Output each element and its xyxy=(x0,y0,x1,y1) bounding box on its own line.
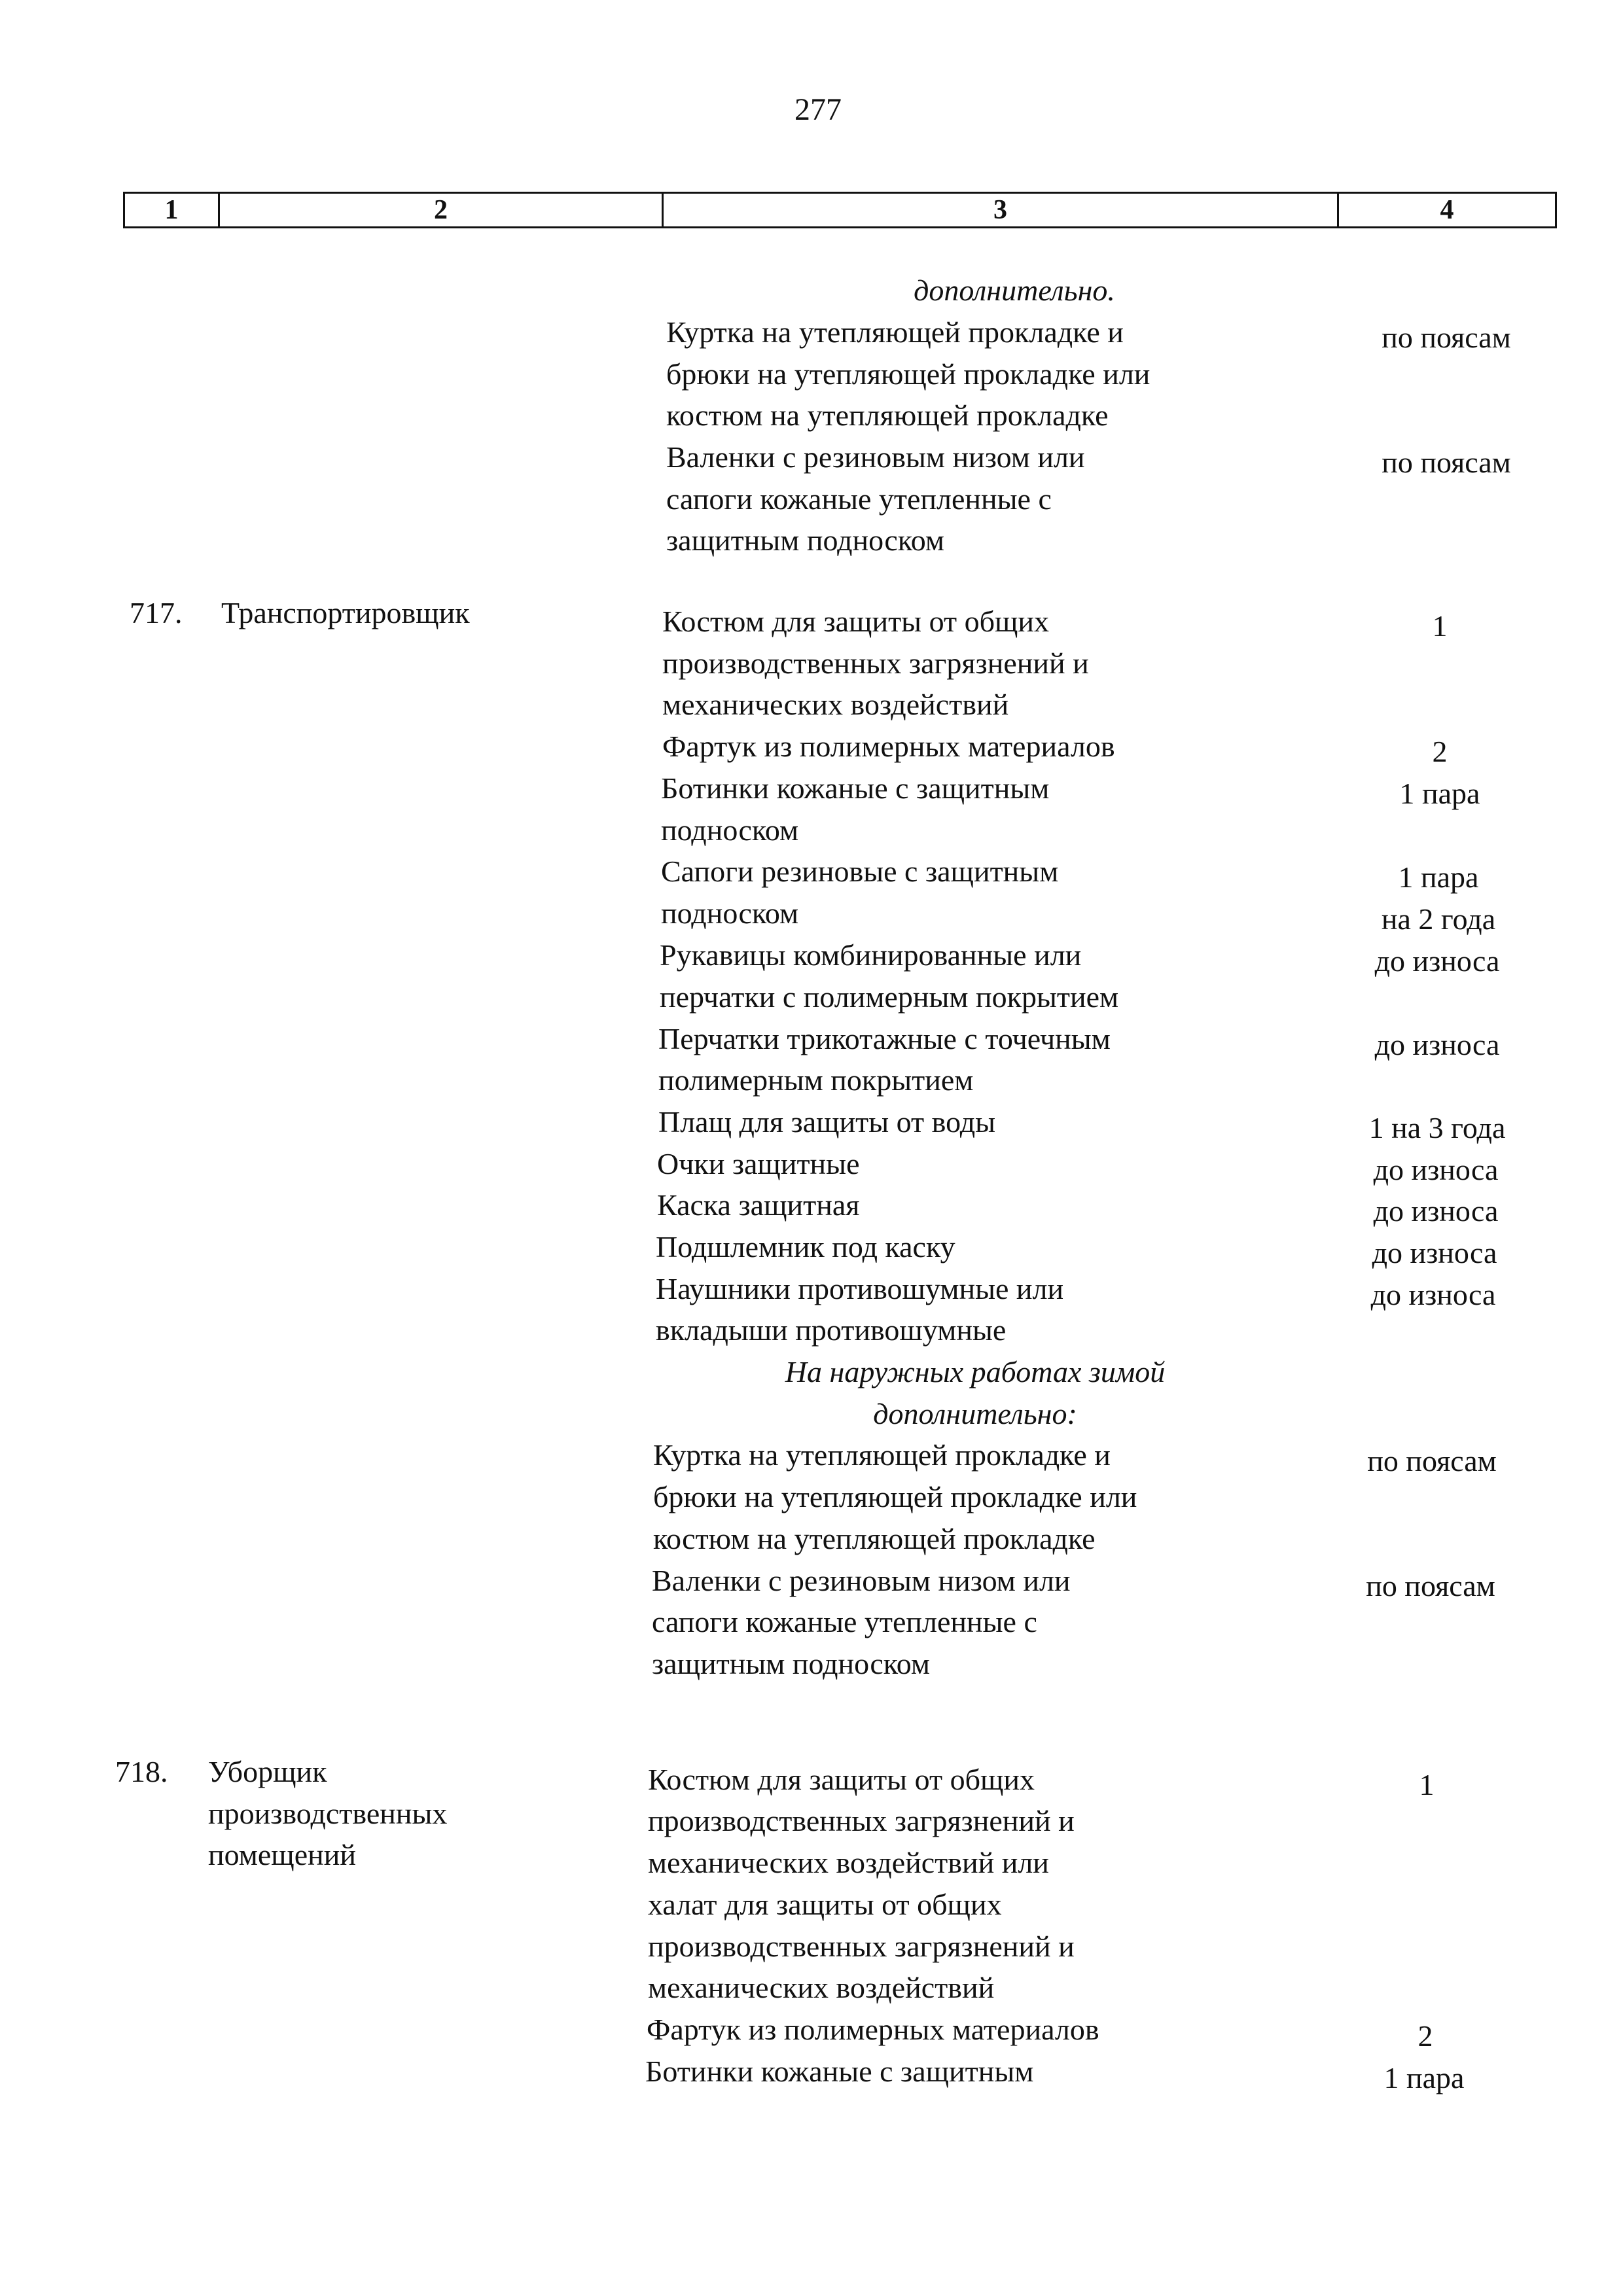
winter-label-line: дополнительно: xyxy=(873,1397,1077,1430)
item-name-line: подноском xyxy=(661,813,799,847)
entry-number: 718. xyxy=(115,1755,168,1788)
item-quantity: 1 пара xyxy=(1399,777,1480,810)
header-col-4: 4 xyxy=(1440,195,1454,225)
item-quantity: по поясам xyxy=(1366,1569,1495,1602)
item-name-line: Очки защитные xyxy=(657,1147,860,1180)
item-name-line: защитным подноском xyxy=(652,1647,930,1680)
item-name-line: Ботинки кожаные с защитным xyxy=(645,2055,1034,2088)
item-name-line: Фартук из полимерных материалов xyxy=(647,2013,1099,2046)
item-name-line: костюм на утепляющей прокладке xyxy=(653,1522,1096,1555)
winter-label-line: На наружных работах зимой xyxy=(785,1355,1166,1388)
item-quantity: 1 пара xyxy=(1383,2061,1465,2094)
item-name-line: защитным подноском xyxy=(666,523,944,557)
item-name-line: механических воздействий xyxy=(662,688,1009,721)
item-quantity: 1 пара xyxy=(1398,860,1479,894)
item-name-line: Подшлемник под каску xyxy=(656,1230,955,1263)
item-quantity: 1 xyxy=(1432,609,1448,643)
item-name-line: Ботинки кожаные с защитным xyxy=(661,771,1050,805)
item-name-line: халат для защиты от общих xyxy=(648,1888,1002,1921)
item-quantity: 1 xyxy=(1419,1768,1435,1801)
item-name-line: Куртка на утепляющей прокладке и xyxy=(653,1438,1111,1472)
item-name-line: производственных загрязнений и xyxy=(662,646,1089,680)
item-quantity: до износа xyxy=(1372,1236,1497,1269)
item-name-line: Валенки с резиновым низом или xyxy=(666,440,1085,474)
item-quantity: 2 xyxy=(1432,735,1448,768)
section-label-additional: дополнительно. xyxy=(914,274,1115,307)
item-name-line: перчатки с полимерным покрытием xyxy=(660,980,1119,1014)
profession-name: Транспортировщик xyxy=(221,596,470,629)
table-header-row xyxy=(123,192,1557,228)
profession-name: производственных xyxy=(208,1797,448,1830)
item-name-line: Валенки с резиновым низом или xyxy=(652,1564,1071,1597)
item-name-line: полимерным покрытием xyxy=(658,1063,974,1097)
item-name-line: костюм на утепляющей прокладке xyxy=(666,398,1109,432)
item-name-line: механических воздействий xyxy=(648,1971,995,2004)
item-quantity: 2 xyxy=(1418,2019,1433,2053)
item-name-line: сапоги кожаные утепленные с xyxy=(666,482,1052,516)
item-name-line: производственных загрязнений и xyxy=(648,1930,1075,1963)
item-name-line: Костюм для защиты от общих xyxy=(662,605,1050,638)
profession-name: Уборщик xyxy=(208,1755,327,1788)
item-name-line: Перчатки трикотажные с точечным xyxy=(658,1022,1111,1055)
header-col-2: 2 xyxy=(220,194,664,226)
item-name-line: Фартук из полимерных материалов xyxy=(662,730,1115,763)
item-quantity: по поясам xyxy=(1382,321,1511,354)
item-quantity: 1 на 3 года xyxy=(1368,1111,1506,1144)
item-name-line: Наушники противошумные или xyxy=(656,1272,1064,1305)
item-quantity: до износа xyxy=(1373,1153,1499,1186)
item-name-line: производственных загрязнений и xyxy=(648,1804,1075,1837)
item-name-line: вкладыши противошумные xyxy=(656,1313,1007,1347)
item-name-line: Сапоги резиновые с защитным xyxy=(661,855,1059,888)
item-name-line: механических воздействий или xyxy=(648,1846,1049,1879)
item-name-line: Рукавицы комбинированные или xyxy=(660,938,1082,972)
item-name-line: брюки на утепляющей прокладке или xyxy=(653,1480,1137,1513)
profession-name: помещений xyxy=(208,1838,356,1871)
item-quantity: до износа xyxy=(1373,1194,1499,1227)
header-col-1: 1 xyxy=(125,194,220,226)
item-name-line: подноском xyxy=(661,896,799,930)
item-quantity: до износа xyxy=(1370,1278,1496,1311)
entry-number: 717. xyxy=(130,596,183,629)
item-name-line: сапоги кожаные утепленные с xyxy=(652,1605,1037,1638)
page-number: 277 xyxy=(794,92,842,127)
header-col-3: 3 xyxy=(664,194,1339,226)
item-quantity: до износа xyxy=(1374,944,1500,978)
item-name-line: Куртка на утепляющей прокладке и xyxy=(666,315,1124,349)
item-name-line: брюки на утепляющей прокладке или xyxy=(666,357,1150,391)
item-quantity: по поясам xyxy=(1382,446,1511,479)
item-name-line: Каска защитная xyxy=(657,1188,860,1222)
item-name-line: Костюм для защиты от общих xyxy=(648,1763,1035,1796)
item-quantity: на 2 года xyxy=(1381,902,1496,936)
item-quantity: до износа xyxy=(1374,1028,1500,1061)
item-name-line: Плащ для защиты от воды xyxy=(658,1105,996,1139)
item-quantity: по поясам xyxy=(1367,1444,1497,1477)
